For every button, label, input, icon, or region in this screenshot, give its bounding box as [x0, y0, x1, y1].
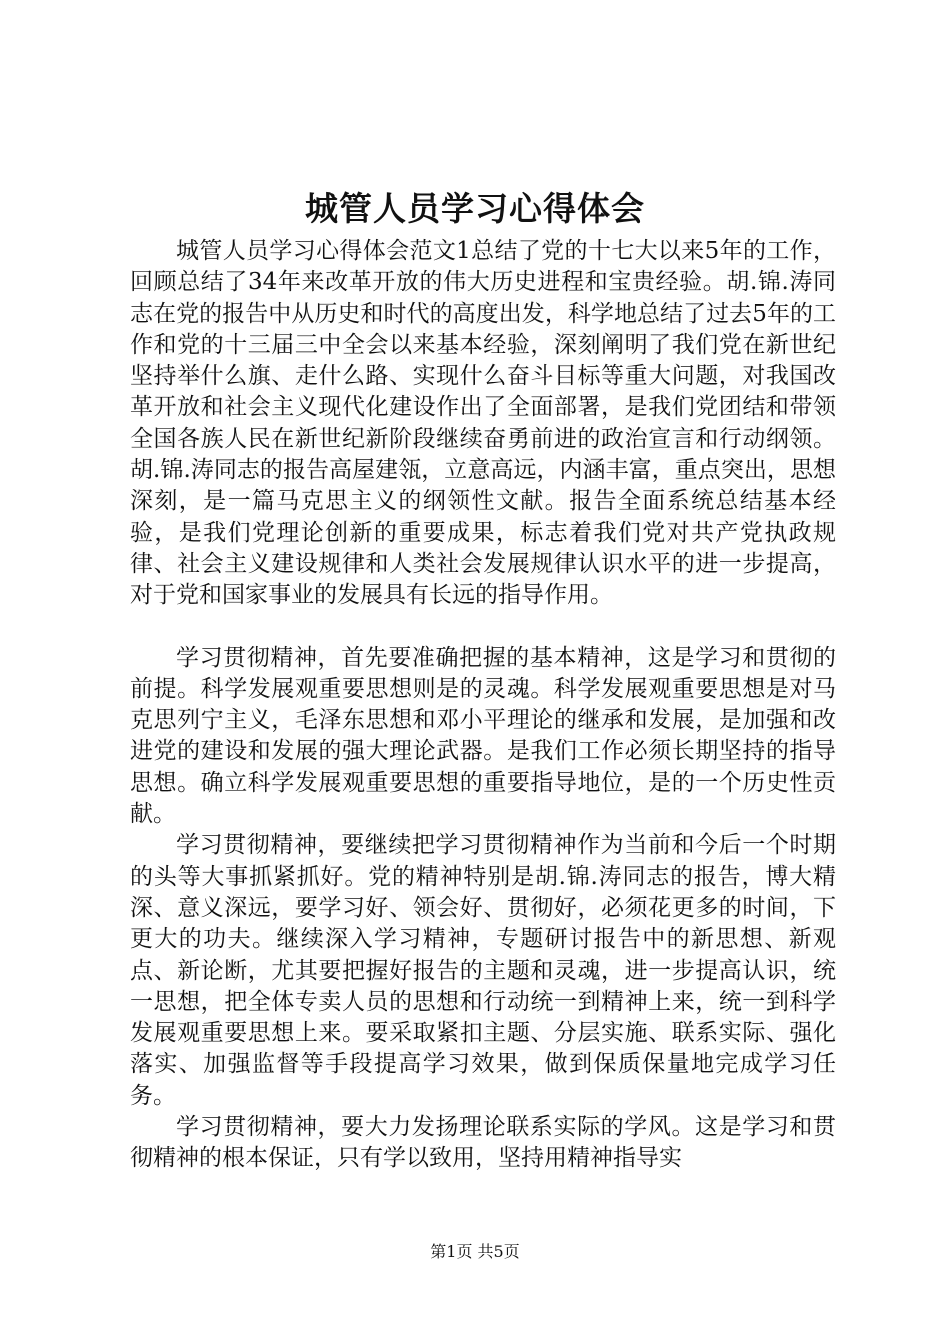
document-body	[130, 236, 836, 1175]
document-title: 城管人员学习心得体会	[305, 189, 645, 228]
paragraph-3: 学习贯彻精神，要继续把学习贯彻精神作为当前和今后一个时期的头等大事抓紧抓好。党的精神特别是胡.锦.涛同志的报告，博大精深、意义深远，要学习好、领会好、贯彻好，必须花更多的时间，下更大的功夫。继续深入学习精神，专题研讨报告中的新思想、新观点、新论断，尤其要把握好报告的主题和灵魂，进一步提高认识，统一思想，把全体专卖人员的思想和行动统一到精神上来，统一到科学发展观重要思想上来。要采取紧扣主题、分层实施、联系实际、强化落实、加强监督等手段提高学习效果，做到保质保量地完成学习任务。	[130, 832, 836, 1109]
paragraph-4: 学习贯彻精神，要大力发扬理论联系实际的学风。这是学习和贯彻精神的根本保证，只有学以致用，坚持用精神指导实	[130, 1114, 836, 1172]
paragraph-2: 学习贯彻精神，首先要准确把握的基本精神，这是学习和贯彻的前提。科学发展观重要思想则是的灵魂。科学发展观重要思想是对马克思列宁主义，毛泽东思想和邓小平理论的继承和发展，是加强和改进党的建设和发展的强大理论武器。是我们工作必须长期坚持的指导思想。确立科学发展观重要思想的重要指导地位，是的一个历史性贡献。	[130, 644, 836, 828]
paragraph-1: 城管人员学习心得体会范文1总结了党的十七大以来5年的工作，回顾总结了34年来改革开放的伟大历史进程和宝贵经验。胡.锦.涛同志在党的报告中从历史和时代的高度出发，科学地总结了过去5年的工作和党的十三届三中全会以来基本经验，深刻阐明了我们党在新世纪坚持举什么旗、走什么路、实现什么奋斗目标等重大问题，对我国改革开放和社会主义现代化建设作出了全面部署，是我们党团结和带领全国各族人民在新世纪新阶段继续奋勇前进的政治宣言和行动纲领。胡.锦.涛同志的报告高屋建瓴，立意高远，内涵丰富，重点突出，思想深刻，是一篇马克思主义的纲领性文献。报告全面系统总结基本经验，是我们党理论创新的重要成果，标志着我们党对共产党执政规律、社会主义建设规律和人类社会发展规律认识水平的进一步提高，对于党和国家事业的发展具有长远的指导作用。	[130, 238, 836, 609]
page-number-footer: 第1页 共5页	[430, 1242, 520, 1261]
